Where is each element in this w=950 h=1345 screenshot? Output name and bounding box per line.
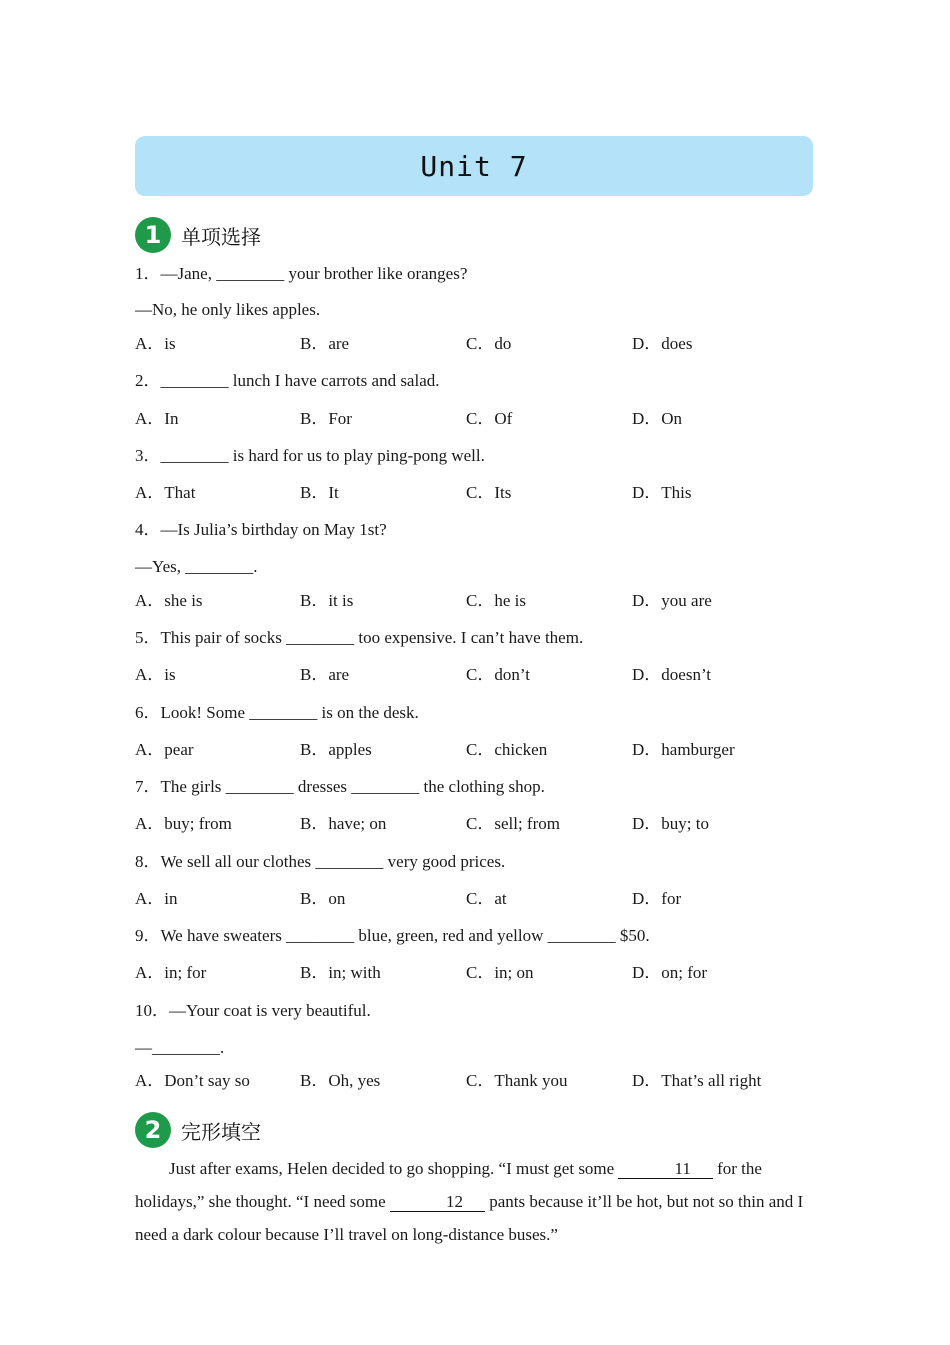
question-6-options <box>135 739 835 761</box>
question-4-option-c: C．he is <box>466 591 526 610</box>
question-1-option-c: C．do <box>466 334 512 353</box>
question-5-option-d: D．doesn’t <box>632 665 712 684</box>
section-1-title: 单项选择 <box>181 224 261 249</box>
section-1-number-badge: 1 <box>135 217 171 253</box>
blank-11: 11 <box>618 1160 712 1179</box>
question-6-option-c: C．chicken <box>466 740 548 759</box>
question-10-stem: 10．—Your coat is very beautiful. <box>135 1001 371 1020</box>
question-6-option-a: A．pear <box>135 740 194 759</box>
question-2-option-c: C．Of <box>466 409 513 428</box>
question-4-stem-reply: —Yes, ________. <box>135 557 258 576</box>
question-3-stem: 3．________ is hard for us to play ping-pong well. <box>135 446 485 465</box>
question-10-option-c: C．Thank you <box>466 1071 568 1090</box>
question-7-options <box>135 813 835 835</box>
unit-banner <box>135 136 813 196</box>
question-7-option-a: A．buy; from <box>135 814 232 833</box>
question-10-options <box>135 1070 835 1092</box>
question-9-options <box>135 962 835 984</box>
question-9-option-d: D．on; for <box>632 963 708 982</box>
question-7-option-c: C．sell; from <box>466 814 560 833</box>
question-3-options <box>135 482 835 504</box>
question-3-option-b: B．It <box>300 483 339 502</box>
question-5-stem: 5．This pair of socks ________ too expensive. I can’t have them. <box>135 628 584 647</box>
section-2-header <box>135 1112 261 1148</box>
question-1-option-a: A．is <box>135 334 176 353</box>
question-4-stem: 4．—Is Julia’s birthday on May 1st? <box>135 520 387 539</box>
question-4-option-d: D．you are <box>632 591 712 610</box>
question-10-option-d: D．That’s all right <box>632 1071 762 1090</box>
question-7-stem: 7．The girls ________ dresses ________ the clothing shop. <box>135 777 545 796</box>
question-8-option-d: D．for <box>632 889 682 908</box>
passage-part-2: for the holidays,” she thought. “I need some <box>135 1159 762 1211</box>
question-5-option-b: B．are <box>300 665 350 684</box>
cloze-passage <box>135 1152 815 1251</box>
question-3-option-c: C．Its <box>466 483 512 502</box>
question-2-option-b: B．For <box>300 409 352 428</box>
question-9-option-b: B．in; with <box>300 963 381 982</box>
question-2-option-a: A．In <box>135 409 179 428</box>
unit-title: Unit 7 <box>420 149 528 183</box>
question-9-option-c: C．in; on <box>466 963 534 982</box>
question-3-option-d: D．This <box>632 483 692 502</box>
question-1-option-b: B．are <box>300 334 350 353</box>
question-1-option-d: D．does <box>632 334 693 353</box>
question-8-options <box>135 888 835 910</box>
question-3-option-a: A．That <box>135 483 196 502</box>
question-7-option-d: D．buy; to <box>632 814 709 833</box>
question-10-option-b: B．Oh, yes <box>300 1071 381 1090</box>
question-7-option-b: B．have; on <box>300 814 387 833</box>
question-6-option-b: B．apples <box>300 740 372 759</box>
question-5-option-a: A．is <box>135 665 176 684</box>
question-8-option-a: A．in <box>135 889 178 908</box>
question-2-stem: 2．________ lunch I have carrots and salad. <box>135 371 440 390</box>
question-6-stem: 6．Look! Some ________ is on the desk. <box>135 703 419 722</box>
question-2-option-d: D．On <box>632 409 683 428</box>
question-9-option-a: A．in; for <box>135 963 207 982</box>
question-6-option-d: D．hamburger <box>632 740 735 759</box>
section-1-header <box>135 217 261 253</box>
passage-part-1: Just after exams, Helen decided to go shopping. “I must get some <box>169 1159 615 1178</box>
question-10-stem-reply: —________. <box>135 1038 225 1057</box>
section-2-number-badge: 2 <box>135 1112 171 1148</box>
question-8-option-c: C．at <box>466 889 507 908</box>
blank-12: 12 <box>390 1193 485 1212</box>
question-8-stem: 8．We sell all our clothes ________ very good prices. <box>135 852 506 871</box>
passage-part-3: pants because it’ll be hot, but not so thin and I need a dark colour because I’ll travel on long-distance buses.” <box>135 1192 804 1244</box>
question-5-option-c: C．don’t <box>466 665 530 684</box>
question-1-options <box>135 333 835 355</box>
question-8-option-b: B．on <box>300 889 346 908</box>
question-1-stem-reply: —No, he only likes apples. <box>135 300 321 319</box>
question-4-option-b: B．it is <box>300 591 354 610</box>
question-10-option-a: A．Don’t say so <box>135 1071 250 1090</box>
question-4-option-a: A．she is <box>135 591 203 610</box>
question-1-stem: 1．—Jane, ________ your brother like oranges? <box>135 264 468 283</box>
question-2-options <box>135 408 835 430</box>
question-4-options <box>135 590 835 612</box>
section-2-title: 完形填空 <box>181 1119 261 1144</box>
question-9-stem: 9．We have sweaters ________ blue, green, red and yellow ________ $50. <box>135 926 650 945</box>
question-5-options <box>135 664 835 686</box>
